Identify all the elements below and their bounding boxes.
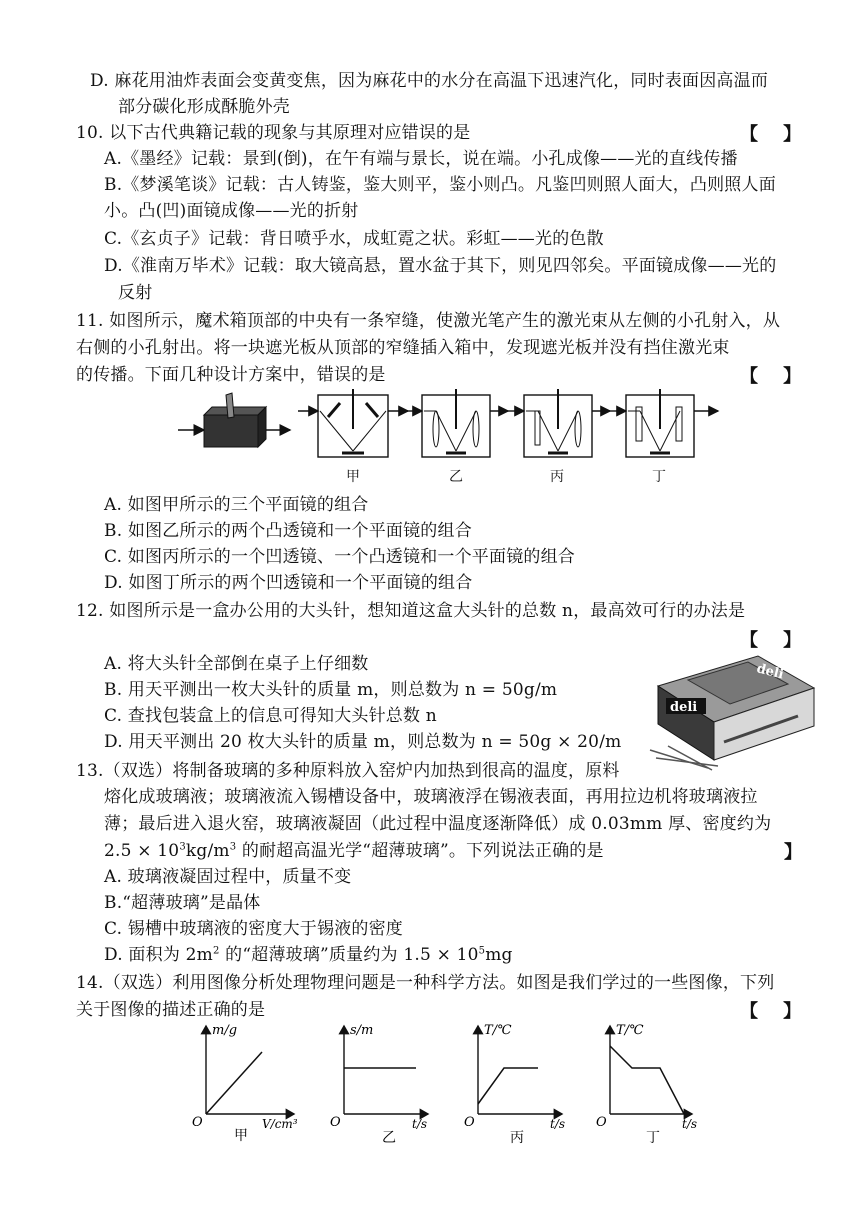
q9-option-d-line1: D. 麻花用油炸表面会变黄变焦，因为麻花中的水分在高温下迅速汽化，同时表面因高温而 <box>90 71 769 91</box>
q10-option-c: C.《玄贞子》记载：背日喷乎水，成虹霓之状。彩虹——光的色散 <box>104 229 604 249</box>
graph-jia-ylabel: m/g <box>212 1023 238 1038</box>
q14-stem-line1: 14.（双选）利用图像分析处理物理问题是一种科学方法。如图是我们学过的一些图像，下列 <box>76 973 775 993</box>
q14-stem-line2: 关于图像的描述正确的是 <box>76 1000 266 1020</box>
fig-ding <box>610 389 718 457</box>
q13-exp2: 3 <box>229 841 237 853</box>
graph-yi <box>330 1023 428 1146</box>
graph-yi-ylabel: s/m <box>350 1023 374 1038</box>
q13-answer-bracket: 】 <box>784 842 802 863</box>
box-brand-side: deli <box>670 700 698 715</box>
q13-option-d <box>104 944 513 966</box>
fig-label-jia: 甲 <box>346 469 360 485</box>
q13-stem-line3: 薄；最后进入退火窑，玻璃液凝固（此过程中温度逐渐降低）成 0.03mm 厚、密度约为 <box>104 814 772 834</box>
q12-option-a: A. 将大头针全部倒在桌子上仔细数 <box>104 654 369 674</box>
fig-label-bing: 丙 <box>550 469 564 485</box>
graph-ding-origin: O <box>596 1115 607 1130</box>
graph-ding-xlabel: t/s <box>682 1117 698 1131</box>
q13-d-part2: 的“超薄玻璃”质量约为 1.5 × 10 <box>219 945 479 965</box>
q10-stem: 10. 以下古代典籍记载的现象与其原理对应错误的是 <box>76 123 471 143</box>
q10-option-b-line1: B.《梦溪笔谈》记载：古人铸鉴，鉴大则平，鉴小则凸。凡鉴凹则照人面大，凸则照人面 <box>104 175 776 195</box>
q13-stem-tail: 的耐超高温光学“超薄玻璃”。下列说法正确的是 <box>236 841 604 861</box>
q13-density-value: 2.5 × 10 <box>104 841 180 861</box>
q12-option-b: B. 用天平测出一枚大头针的质量 m，则总数为 n = 50g/m <box>104 680 558 700</box>
q14-graphs <box>186 1018 716 1148</box>
q10-option-b-line2: 小。凸(凹)面镜成像——光的折射 <box>104 201 359 221</box>
graph-jia-origin: O <box>192 1115 203 1130</box>
graph-ding-name: 丁 <box>646 1130 660 1146</box>
q13-option-a: A. 玻璃液凝固过程中，质量不变 <box>104 867 352 887</box>
q13-option-b: B.“超薄玻璃”是晶体 <box>104 893 261 913</box>
q12-option-d: D. 用天平测出 20 枚大头针的质量 m，则总数为 n = 50g × 20/m <box>104 732 622 752</box>
q12-stem: 12. 如图所示是一盒办公用的大头针，想知道这盒大头针的总数 n，最高效可行的办法是 <box>76 601 746 621</box>
q13-exp1: 3 <box>179 841 186 853</box>
q10-option-d-line1: D.《淮南万毕术》记载：取大镜高悬，置水盆于其下，则见四邻矣。平面镜成像——光的 <box>104 256 777 276</box>
graph-bing-ylabel: T/℃ <box>484 1023 512 1038</box>
q11-option-a: A. 如图甲所示的三个平面镜的组合 <box>104 495 369 515</box>
fig-yi <box>406 389 508 457</box>
graph-jia-name: 甲 <box>234 1128 248 1144</box>
fig-jia <box>298 389 408 457</box>
q10-option-d-line2: 反射 <box>118 283 153 303</box>
fig-label-yi: 乙 <box>449 469 463 485</box>
q13-stem-line2: 熔化成玻璃液；玻璃液流入锡槽设备中，玻璃液浮在锡液表面，再用拉边机将玻璃液拉 <box>104 787 758 807</box>
q13-d-exp2: 5 <box>478 945 486 957</box>
graph-yi-name: 乙 <box>382 1130 396 1146</box>
q13-d-part1: D. 面积为 2m <box>104 945 213 965</box>
q10-answer-bracket: 【 】 <box>740 124 802 145</box>
q12-answer-bracket: 【 】 <box>740 630 802 651</box>
graph-bing-name: 丙 <box>510 1130 524 1146</box>
q13-stem-line4 <box>104 840 604 862</box>
magic-box-drawing <box>178 393 290 447</box>
q13-d-part3: mg <box>485 945 513 965</box>
q9-option-d-line2: 部分碳化形成酥脆外壳 <box>118 97 290 117</box>
graph-ding-ylabel: T/℃ <box>616 1023 644 1038</box>
q11-stem-line1: 11. 如图所示，魔术箱顶部的中央有一条窄缝，使激光笔产生的激光束从左侧的小孔射入，从 <box>76 311 781 331</box>
box-brand-top: deli <box>755 661 786 683</box>
graph-bing-xlabel: t/s <box>550 1117 566 1131</box>
graph-jia <box>192 1023 298 1144</box>
q13-stem-line1: 13.（双选）将制备玻璃的多种原料放入窑炉内加热到很高的温度，原料 <box>76 761 620 781</box>
q12-option-c: C. 查找包装盒上的信息可得知大头针总数 n <box>104 706 437 726</box>
graph-bing <box>464 1023 565 1146</box>
q11-option-d: D. 如图丁所示的两个凹透镜和一个平面镜的组合 <box>104 573 473 593</box>
graph-bing-origin: O <box>464 1115 475 1130</box>
q13-density-unit: kg/m <box>185 841 230 861</box>
fig-label-ding: 丁 <box>652 469 666 485</box>
q11-stem-line3: 的传播。下面几种设计方案中，错误的是 <box>76 365 386 385</box>
graph-jia-xlabel: V/cm³ <box>262 1117 298 1131</box>
fig-bing <box>508 389 610 457</box>
q11-option-c: C. 如图丙所示的一个凹透镜、一个凸透镜和一个平面镜的组合 <box>104 547 576 567</box>
q11-answer-bracket: 【 】 <box>740 366 802 387</box>
q11-option-b: B. 如图乙所示的两个凸透镜和一个平面镜的组合 <box>104 521 472 541</box>
q13-d-exp1: 2 <box>212 945 220 957</box>
graph-ding <box>596 1023 697 1146</box>
q10-option-a: A.《墨经》记载：景到(倒)，在午有端与景长，说在端。小孔成像——光的直线传播 <box>104 149 738 169</box>
q11-stem-line2: 右侧的小孔射出。将一块遮光板从顶部的窄缝插入箱中，发现遮光板并没有挡住激光束 <box>76 338 730 358</box>
graph-yi-xlabel: t/s <box>412 1117 428 1131</box>
q14-answer-bracket: 【 】 <box>740 1001 802 1022</box>
q13-option-c: C. 锡槽中玻璃液的密度大于锡液的密度 <box>104 919 404 939</box>
pin-box-photo <box>648 650 818 774</box>
graph-yi-origin: O <box>330 1115 341 1130</box>
